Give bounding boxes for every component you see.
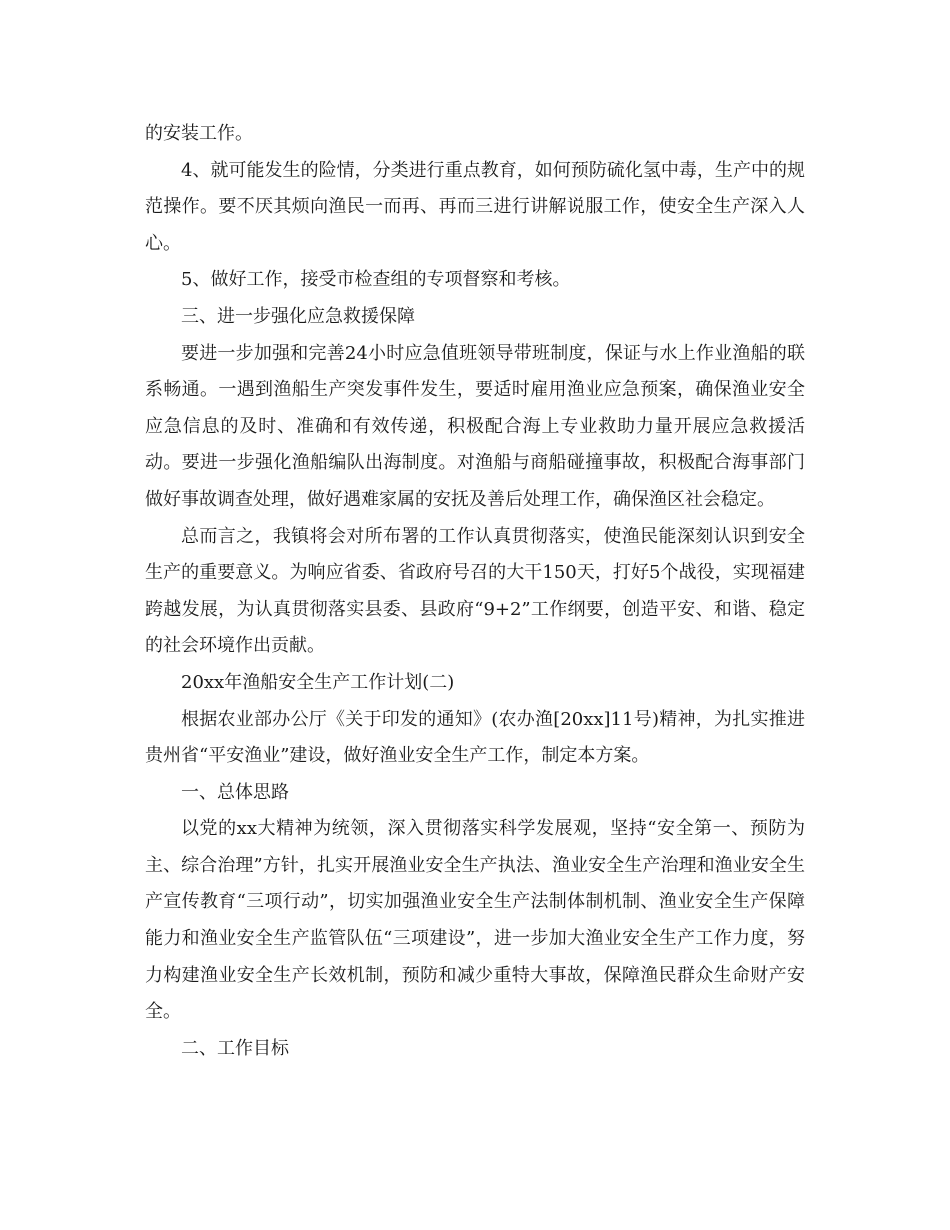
section-heading-2: 二、工作目标 — [181, 1037, 289, 1059]
paragraph-1: 的安装工作。 — [145, 123, 253, 144]
paragraph-10: 以党的xx大精神为统领，深入贯彻落实科学发展观，坚持“安全第一、预防为主、综合治理”方针，扎实开展渔业安全生产执法、渔业安全生产治理和渔业安全生产宣传教育“三项行动”，切实加强渔业安全生产法制体制机制、渔业安全生产保障能力和渔业安全生产监管队伍“三项建设”，进一步加大渔业安全生产工作力度，努力构建渔业安全生产长效机制，预防和减少重特大事故，保障渔民群众生命财产安全。 — [145, 818, 805, 1023]
paragraph-6: 总而言之，我镇将会对所布署的工作认真贯彻落实，使渔民能深刻认识到安全生产的重要意义。为响应省委、省政府号召的大干150天，打好5个战役，实现福建跨越发展，为认真贯彻落实县委、县政府“9+2”工作纲要，创造平安、和谐、稳定的社会环境作出贡献。 — [145, 525, 805, 657]
plan-title-2: 20xx年渔船安全生产工作计划(二) — [181, 671, 455, 693]
paragraph-2: 4、就可能发生的险情，分类进行重点教育，如何预防硫化氢中毒，生产中的规范操作。要不厌其烦向渔民一而再、再而三进行讲解说服工作，使安全生产深入人心。 — [145, 159, 805, 254]
section-heading-3: 三、进一步强化应急救援保障 — [181, 305, 415, 327]
section-heading-1: 一、总体思路 — [181, 781, 289, 803]
paragraph-3: 5、做好工作，接受市检查组的专项督察和考核。 — [181, 269, 571, 291]
paragraph-5: 要进一步加强和完善24小时应急值班领导带班制度，保证与水上作业渔船的联系畅通。一遇到渔船生产突发事件发生，要适时雇用渔业应急预案，确保渔业安全应急信息的及时、准确和有效传递，积极配合海上专业救助力量开展应急救援活动。要进一步强化渔船编队出海制度。对渔船与商船碰撞事故，积极配合海事部门做好事故调查处理，做好遇难家属的安抚及善后处理工作，确保渔区社会稳定。 — [145, 342, 805, 510]
paragraph-8: 根据农业部办公厅《关于印发的通知》(农办渔[20xx]11号)精神，为扎实推进贵州省“平安渔业”建设，做好渔业安全生产工作，制定本方案。 — [145, 708, 805, 767]
